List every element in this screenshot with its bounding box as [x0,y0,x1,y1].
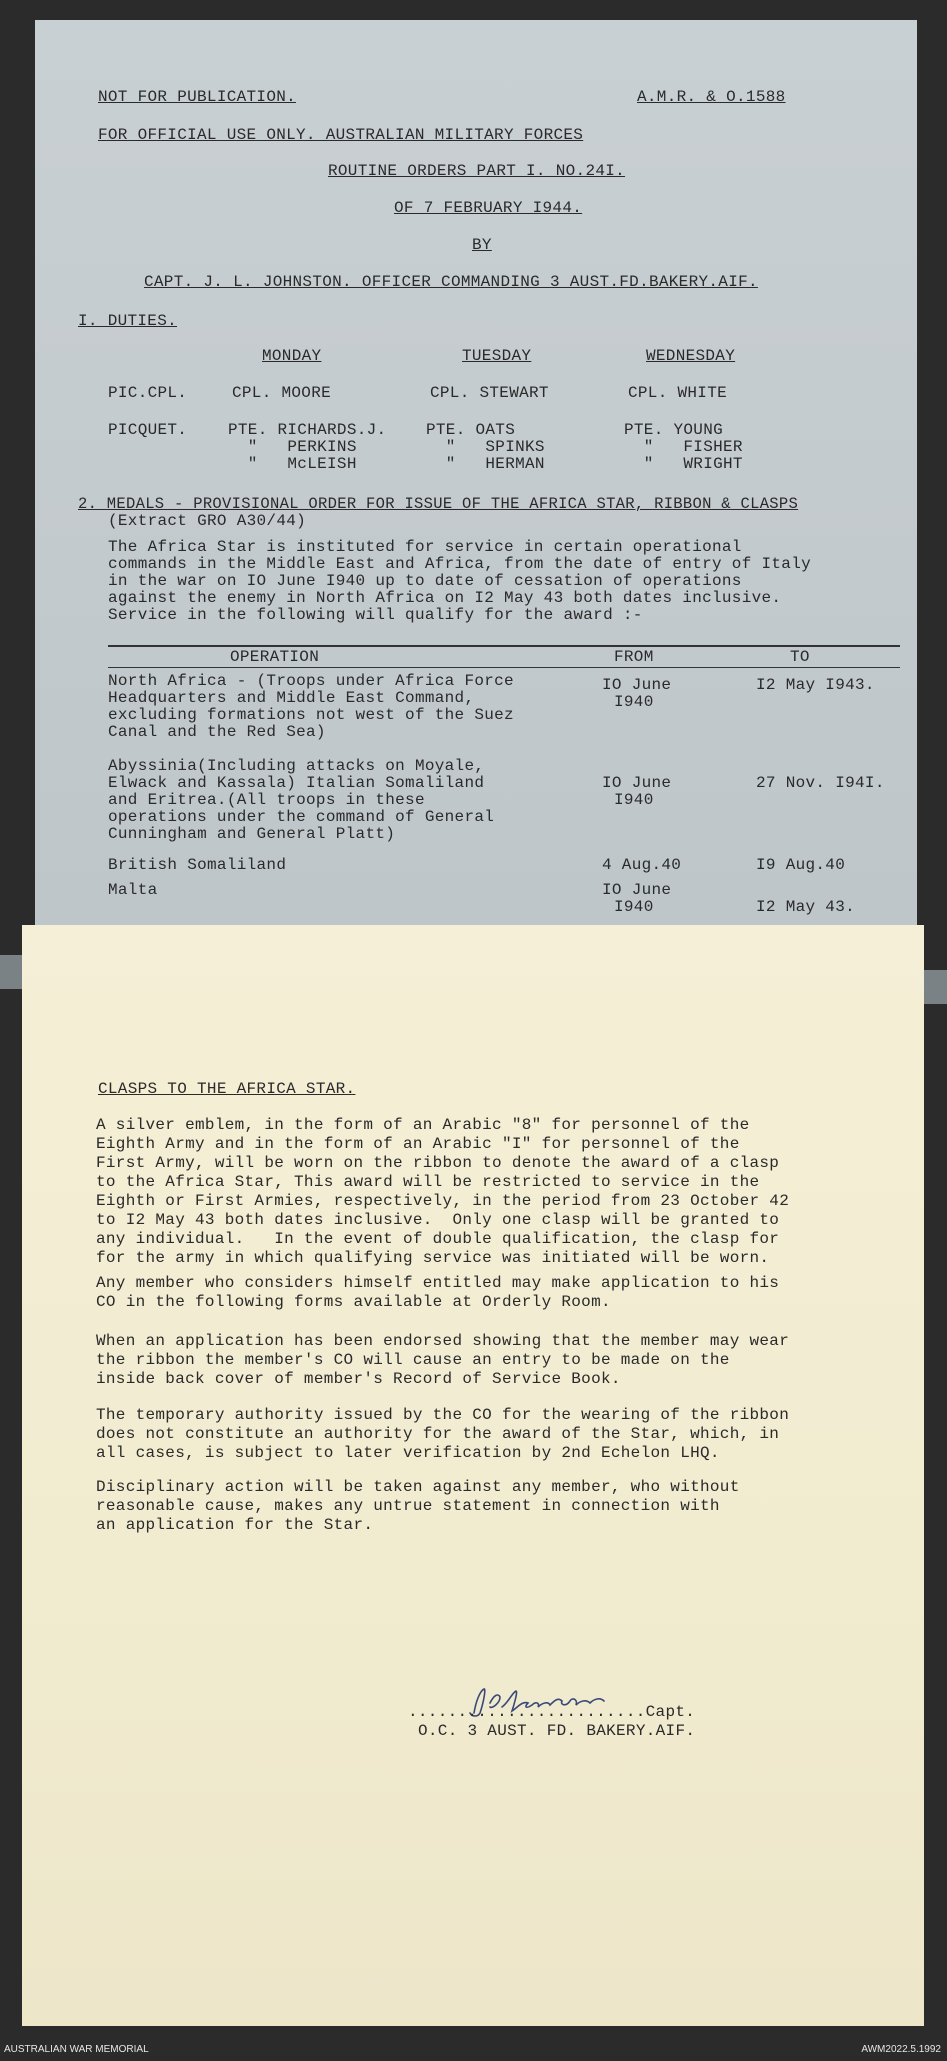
clasps-p4-line: all cases, is subject to later verification by 2nd Echelon LHQ. [96,1444,720,1462]
to-cell: 27 Nov. I94I. [756,774,885,792]
clasps-p4-line: does not constitute an authority for the award of the Star, which, in [96,1425,780,1443]
clasps-p3-line: inside back cover of member's Record of Service Book. [96,1370,621,1388]
clasps-p3-line: the ribbon the member's CO will cause an entry to be made on the [96,1351,730,1369]
clasps-p2-line: CO in the following forms available at Orderly Room. [96,1293,611,1311]
day-wednesday: WEDNESDAY [646,347,736,365]
medals-para-line: Service in the following will qualify for the award :- [108,606,643,624]
operation-cell: Abyssinia(Including attacks on Moyale, [108,757,485,775]
official-use-line: FOR OFFICIAL USE ONLY. AUSTRALIAN MILITARY FORCES [98,126,584,144]
clasps-p5-line: an application for the Star. [96,1516,374,1534]
col-from-header: FROM [614,648,654,666]
medals-para-line: commands in the Middle East and Africa, from the date of entry of Italy [108,555,812,573]
medals-heading: 2. MEDALS - PROVISIONAL ORDER FOR ISSUE OF THE AFRICA STAR, RIBBON & CLASPS [78,495,799,513]
clasps-p1-line: Eighth Army and in the form of an Arabic "I" for personnel of the [96,1135,740,1153]
col-operation-header: OPERATION [230,648,320,666]
clasps-p1-line: A silver emblem, in the form of an Arabic "8" for personnel of the [96,1116,750,1134]
footer-source: AUSTRALIAN WAR MEMORIAL [4,2044,149,2055]
signature-dots-capt: ........................Capt. [408,1703,696,1721]
day-tuesday: TUESDAY [462,347,532,365]
picquet-cell: PTE. OATS [426,421,516,439]
operation-cell: excluding formations not west of the Suez [108,706,514,724]
routine-orders-title: ROUTINE ORDERS PART I. NO.24I. [328,162,626,180]
clasps-p1-line: to I2 May 43 both dates inclusive. Only one clasp will be granted to [96,1211,780,1229]
picquet-cell: " FISHER [624,438,743,456]
clasps-p2-line: Any member who considers himself entitled may make application to his [96,1274,780,1292]
picquet-cell: PTE. YOUNG [624,421,724,439]
operation-cell: Malta [108,881,158,899]
clasps-p1-line: for the army in which qualifying service was initiated will be worn. [96,1249,770,1267]
from-cell: IO June [602,676,672,694]
not-for-publication: NOT FOR PUBLICATION. [98,88,297,106]
operation-cell: North Africa - (Troops under Africa Force [108,672,514,690]
pic-monday: CPL. MOORE [232,384,332,402]
from-cell: 4 Aug.40 [602,856,682,874]
col-to-header: TO [790,648,810,666]
by-line: BY [472,236,492,254]
clasps-p4-line: The temporary authority issued by the CO for the wearing of the ribbon [96,1406,790,1424]
signature-block: O.C. 3 AUST. FD. BAKERY.AIF. [418,1722,696,1740]
clasps-p1-line: to the Africa Star, This award will be restricted to service in the [96,1173,760,1191]
operation-cell: Headquarters and Middle East Command, [108,689,475,707]
picquet-cell: " SPINKS [426,438,545,456]
operation-cell: and Eritrea.(All troops in these [108,791,425,809]
picquet-cell: " WRIGHT [624,455,743,473]
clasps-p3-line: When an application has been endorsed showing that the member may wear [96,1332,790,1350]
clasps-heading: CLASPS TO THE AFRICA STAR. [98,1080,356,1098]
operation-cell: British Somaliland [108,856,287,874]
operation-cell: Elwack and Kassala) Italian Somaliland [108,774,485,792]
picquet-cell: PTE. RICHARDS.J. [228,421,387,439]
picquet-cell: " HERMAN [426,455,545,473]
day-monday: MONDAY [262,347,322,365]
from-cell: IO June [602,774,672,792]
from-cell: IO June [602,881,672,899]
clasps-p5-line: reasonable cause, makes any untrue statement in connection with [96,1497,720,1515]
from-cell: I940 [614,693,654,711]
pic-tuesday: CPL. STEWART [430,384,549,402]
to-cell: I2 May I943. [756,676,875,694]
picquet-cell: " PERKINS [228,438,357,456]
picquet-label: PICQUET. [108,421,188,439]
duties-heading: I. DUTIES. [78,312,178,330]
to-cell: I2 May 43. [756,898,856,916]
picquet-cell: " McLEISH [228,455,357,473]
pic-wednesday: CPL. WHITE [628,384,728,402]
order-date: OF 7 FEBRUARY I944. [394,199,583,217]
pic-cpl-label: PIC.CPL. [108,384,188,402]
medals-para-line: against the enemy in North Africa on I2 May 43 both dates inclusive. [108,589,782,607]
table-rule-bottom [108,667,900,668]
clasps-p1-line: First Army, will be worn on the ribbon to denote the award of a clasp [96,1154,780,1172]
clasps-p1-line: any individual. In the event of double qualification, the clasp for [96,1230,780,1248]
from-cell: I940 [614,791,654,809]
operation-cell: operations under the command of General [108,808,495,826]
table-rule-top [108,645,900,647]
clasps-p5-line: Disciplinary action will be taken against any member, who without [96,1478,740,1496]
to-cell: I9 Aug.40 [756,856,846,874]
from-cell: I940 [614,898,654,916]
operation-cell: Cunningham and General Platt) [108,825,396,843]
clasps-p1-line: Eighth or First Armies, respectively, in the period from 23 October 42 [96,1192,790,1210]
footer-accession: AWM2022.5.1992 [861,2044,941,2055]
officer-line: CAPT. J. L. JOHNSTON. OFFICER COMMANDING 3 AUST.FD.BAKERY.AIF. [144,273,758,291]
medals-para-line: The Africa Star is instituted for service in certain operational [108,538,742,556]
operation-cell: Canal and the Red Sea) [108,723,326,741]
medals-para-line: in the war on IO June I940 up to date of cessation of operations [108,572,742,590]
reference-number: A.M.R. & O.1588 [637,88,786,106]
gro-extract: (Extract GRO A30/44) [108,512,307,530]
